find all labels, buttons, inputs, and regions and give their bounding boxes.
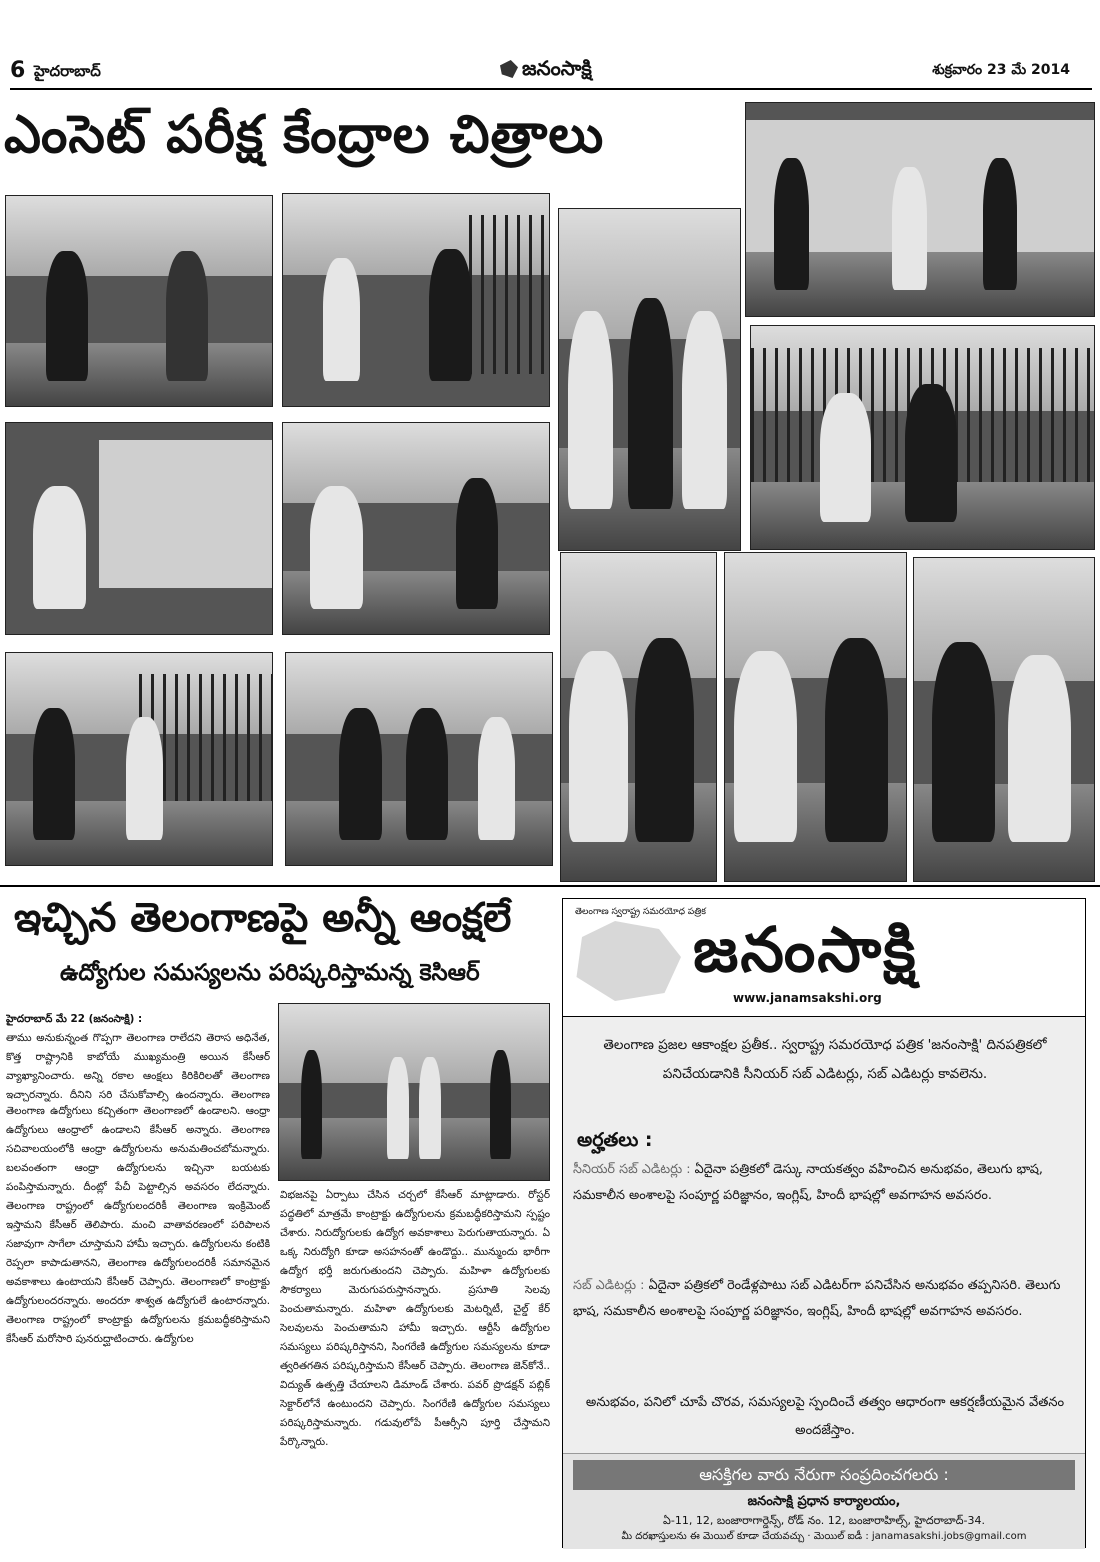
ad-contact [563, 1453, 1085, 1549]
photo-9 [724, 552, 907, 882]
city-label: హైదరాబాద్ [34, 62, 101, 80]
article-col2-text: విభజనపై ఏర్పాటు చేసిన చర్చలో కేసీఆర్ మాట్లాడారు. రోస్టర్ పద్ధతిలో మాత్రమే కాంట్రాక్టు ఉద్యోగులను క్రమబద్ధీకరిస్తామని స్పష్టం చేశారు. నిరుద్యోగులకు ఉద్యోగ అవకాశాలు పెరుగుతాయన్నారు. ఏ ఒక్క నిరుద్యోగి కూడా అసహనంతో ఉండొద్దు.. మున్ముందు భారీగా ఉద్యోగ భర్తీ జరుగుతుందని చెప్పారు. మహిళా ఉద్యోగులకు సౌకర్యాలు మెరుగుపరుస్తానన్నారు. ప్రసూతి సెలవు పెంచుతామన్నారు. మహిళా ఉద్యోగులకు మెటర్నిటీ, చైల్డ్ కేర్ సెలవులను పెంచుతామని హామీ ఇచ్చారు. ఆర్టీసీ ఉద్యోగుల సమస్యలు పరిష్కరిస్తానని, సింగరేణి ఉద్యోగుల సమస్యలను కూడా త్వరితగతిన పరిష్కరిస్తామని కేసీఆర్ చెప్పారు. తెలంగాణ జెన్‌కోనే.. విద్యుత్ ఉత్పత్తి చేయాలని డిమాండ్ చేశారు. పవర్ ప్రొడక్షన్ పబ్లిక్ సెక్టార్‌లోనే ఉంటుందని చెప్పారు. సింగరేణి ఉద్యోగుల సమస్యలు పరిష్కరిస్తామన్నారు. గడువులోపే పీఆర్సీని పూర్తి చేస్తామని పేర్కొన్నారు. [280, 1189, 550, 1448]
ad-offer: అనుభవం, పనిలో చూపే చొరవ, సమస్యలపై స్పందించే తత్వం ఆధారంగా ఆకర్షణీయమైన వేతనం అందజేస్తాం. [585, 1395, 1065, 1438]
section-rule [0, 885, 1100, 887]
page-header [0, 0, 1100, 90]
photo-12 [285, 652, 553, 866]
photo-3 [558, 208, 741, 551]
photo-6 [5, 422, 273, 635]
telangana-map-icon [571, 921, 681, 1001]
article-col1b-text: తెలంగాణ ఉద్యోగులు కచ్చితంగా తెలంగాణలో ఉండాలని. ఆంధ్రా ఉద్యోగులు ఆంధ్రాలో ఉండాలని కేసీఆర్ అన్నారు. తెలంగాణ సచివాలయంలోకి ఆంధ్రా ఉద్యోగులను అనుమతించబోమన్నారు. బలవంతంగా ఆంధ్రా ఉద్యోగులను ఇచ్చినా బయటకు పంపిస్తామన్నారు. దీంట్లో పేచీ పెట్టాల్సిన అవసరం లేదన్నారు. తెలంగాణ రాష్ట్రంలో ఉద్యోగులందరికీ తెలంగాణ ఇంక్రిమెంట్ ఇస్తామని కేసీఆర్ తెలిపారు. మంచి వాతావరణంలో పరిపాలన సజావుగా సాగేలా చూస్తామని హామీ ఇచ్చారు. ఉద్యోగులను కంటికి రెప్పలా కాపాడుతానని, తెలంగాణ ఉద్యోగులందరికీ సమానమైన అవకాశాలు ఉంటాయని కేసీఆర్ చెప్పారు. తెలంగాణలో కాంట్రాక్టు ఉద్యోగులందరన్నారు. అందరూ శాశ్వత ఉద్యోగులే ఉంటారన్నారు. తెలంగాణ రాష్ట్రంలో కాంట్రాక్టు ఉద్యోగులను క్రమబద్ధీకరిస్తామని కేసీఆర్ మరోసారి పునరుద్ఘాటించారు. ఉద్యోగుల [6, 1105, 270, 1345]
masthead: జనంసాక్షి [500, 56, 592, 85]
office-name: జనంసాక్షి ప్రధాన కార్యాలయం, [747, 1494, 901, 1509]
sub-label: సబ్ ఎడిటర్లు : [573, 1278, 645, 1293]
header-rule [10, 88, 1092, 90]
photo-8 [560, 552, 717, 882]
article-dateline: హైదరాబాద్ మే 22 (జనంసాక్షి) : [6, 1013, 143, 1025]
article-headline: ఇచ్చిన తెలంగాణపై అన్నీ ఆంక్షలే [14, 895, 512, 941]
photo-11 [5, 652, 273, 866]
ad-intro: తెలంగాణ ప్రజల ఆకాంక్షల ప్రతీక.. స్వరాష్ట్ర సమరయోధ పత్రిక 'జనంసాక్షి' దినపత్రికలో పనిచేయడానికి సీనియర్ సబ్ ఎడిటర్లు, సబ్ ఎడిటర్లు కావలెను. [603, 1037, 1047, 1082]
main-headline: ఎంసెట్ పరీక్ష కేంద్రాల చిత్రాలు [4, 105, 605, 165]
office-address: ఏ-11, 12, బంజారాగార్డెన్స్, రోడ్ నం. 12, బంజారాహిల్స్, హైదరాబాద్-34. [663, 1514, 985, 1527]
article-col2 [280, 1186, 550, 1486]
photo-2 [282, 193, 550, 407]
article-photo [278, 1003, 550, 1181]
article-col1-b [6, 1102, 270, 1522]
photo-1 [5, 195, 273, 407]
article-subheadline: ఉద్యోగుల సమస్యలను పరిష్కరిస్తామన్న కెసిఆర్ [60, 960, 480, 986]
ad-url[interactable]: www.janamsakshi.org [733, 991, 882, 1005]
ad-body [563, 1017, 1085, 1549]
photo-7 [282, 422, 550, 635]
senior-text: ఏదైనా పత్రికలో డెస్కు నాయకత్వం వహించిన అనుభవం, తెలుగు భాష, సమకాలీన అంశాలపై సంపూర్ణ పరిజ్ఞానం, ఇంగ్లిష్, హిందీ భాషల్లో అవగాహన అవసరం. [573, 1162, 1043, 1203]
sub-requirements [573, 1273, 1077, 1325]
mail-note: మీ దరఖాస్తులను ఈ మెయిల్ కూడా చేయవచ్చు · మెయిల్ ఐడీ : janamasakshi.jobs@gmail.com [621, 1531, 1027, 1542]
sub-text: ఏదైనా పత్రికలో రెండేళ్లపాటు సబ్ ఎడిటర్‌గా పనిచేసిన అనుభవం తప్పనిసరి. తెలుగు భాష, సమకాలీన అంశాలపై సంపూర్ణ పరిజ్ఞానం, ఇంగ్లిష్, హిందీ భాషల్లో అవగాహన అవసరం. [573, 1278, 1061, 1319]
issue-date: శుక్రవారం 23 మే 2014 [932, 62, 1070, 78]
qualifications-heading: అర్హతలు : [577, 1129, 653, 1151]
contact-band: ఆసక్తిగల వారు నేరుగా సంప్రదించగలరు : [573, 1460, 1075, 1490]
article-col1-text: తాము అనుకున్నంత గొప్పగా తెలంగాణ రాలేదని తెరాస అధినేత, కొత్త రాష్ట్రానికి కాబోయే ముఖ్యమంత్రి అయిన కేసీఆర్ వ్యాఖ్యానించారు. అన్ని రకాల ఆంక్షలు కిరికిరిలతో తెలంగాణ ఇచ్చారన్నారు. దీనిని సరి చేసుకోవాల్సి ఉందన్నారు. తెలంగాణ [6, 1032, 270, 1101]
ad-logo: జనంసాక్షి [693, 913, 918, 986]
photo-10 [913, 557, 1095, 882]
ad-banner [563, 899, 1085, 1017]
senior-requirements [573, 1157, 1077, 1209]
masthead-logo-icon [500, 60, 518, 78]
senior-label: సీనియర్ సబ్ ఎడిటర్లు : [573, 1162, 691, 1177]
page-number: 6 [10, 58, 26, 83]
photo-5 [750, 325, 1095, 550]
job-advertisement [562, 898, 1086, 1548]
ad-tagline: తెలంగాణ స్వరాష్ట్ర సమరయోధ పత్రిక [575, 907, 706, 917]
contact-email[interactable]: మెయిల్ ఐడీ : janamasakshi.jobs@gmail.com [813, 1531, 1027, 1542]
photo-4 [745, 102, 1095, 317]
article-col1 [6, 1010, 270, 1102]
